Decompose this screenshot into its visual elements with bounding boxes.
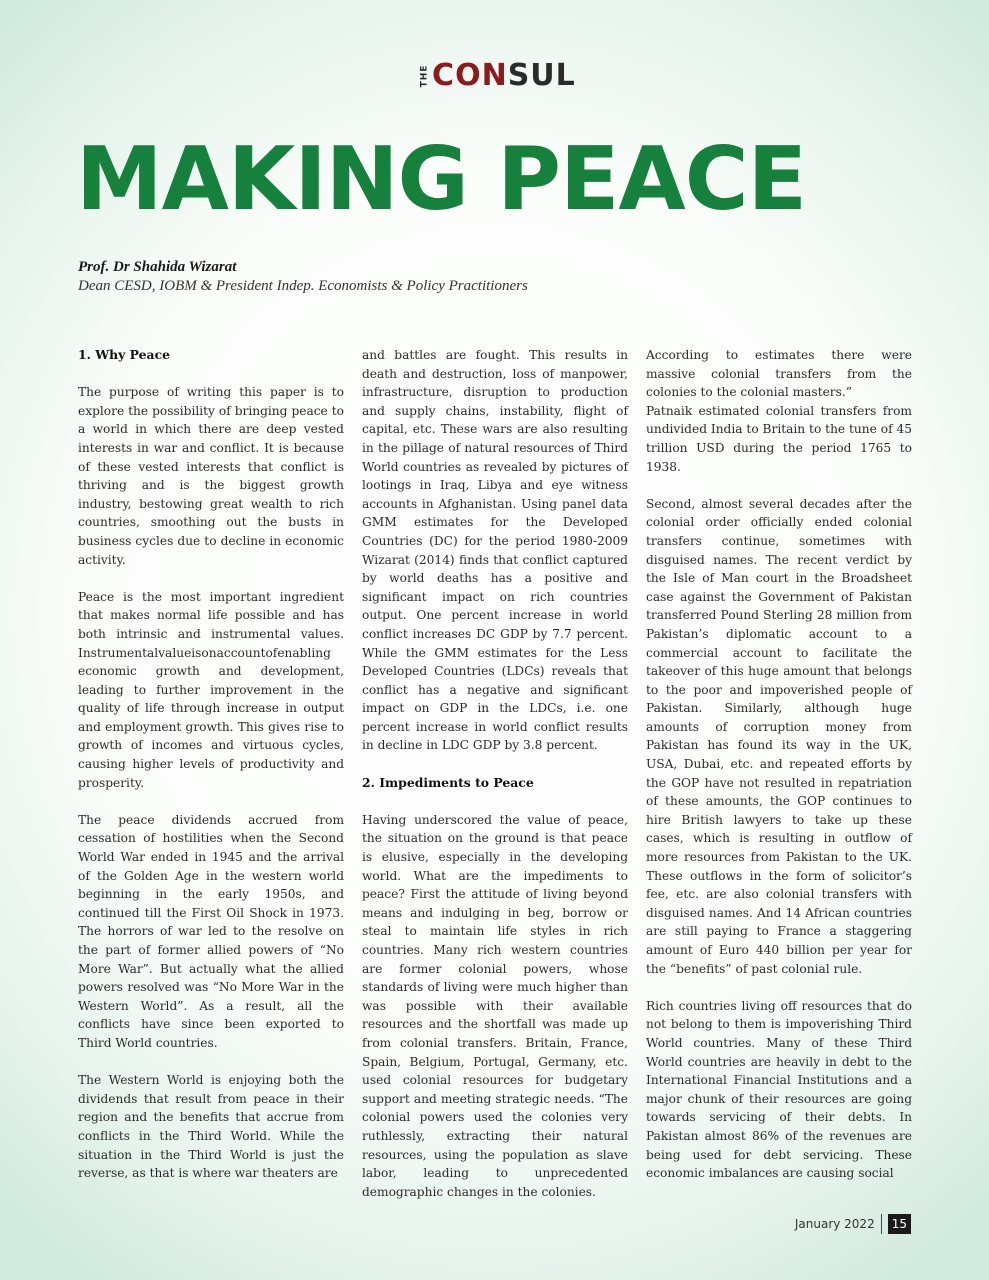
paragraph: According to estimates there were massive colonial transfers from the colonies to the colonial masters.”: [646, 348, 912, 400]
paragraph: The peace dividends accrued from cessation of hostilities when the Second World War ended in 1945 and the arrival of the Golden Age in the western world beginning in the early 1950s, and continued till the First Oil Shock in 1973. The horrors of war led to the resolve on the part of former allied powers of “No More War”. But actually what the allied powers resolved was “No More War in the Western World”. As a result, all the conflicts have since been exported to Third World countries.: [78, 812, 344, 1050]
masthead-prefix: THE: [419, 64, 430, 87]
article-title: MAKING PEACE: [76, 128, 807, 230]
page-number: 15: [888, 1214, 911, 1234]
paragraph: Having underscored the value of peace, the situation on the ground is that peace is elusive, especially in the developing world. What are the impediments to peace? First the attitude of living beyond means and indulging in beg, borrow or steal to maintain life styles in rich countries. Many rich western countries are former colonial powers, whose standards of living were much higher than was possible with their available resources and the shortfall was made up from colonial transfers. Britain, France, Spain, Belgium, Portugal, Germany, etc. used colonial resources for budgetary support and meeting strategic needs. “The colonial powers used the colonies very ruthlessly, extracting their natural resources, using the population as slave labor, leading to unprecedented demographic changes in the colonies.: [362, 812, 628, 1199]
logo-part-1: CON: [432, 58, 508, 93]
logo-part-2: SUL: [507, 58, 576, 93]
masthead: [0, 58, 989, 93]
author-name: Prof. Dr Shahida Wizarat: [78, 259, 237, 275]
section-heading-impediments: 2. Impediments to Peace: [362, 774, 534, 790]
author-role: Dean CESD, IOBM & President Indep. Economists & Policy Practitioners: [78, 278, 528, 294]
section-heading-why-peace: 1. Why Peace: [78, 347, 171, 362]
column-1: [78, 346, 344, 1183]
paragraph: and battles are fought. This results in death and destruction, loss of manpower, infrastructure, disruption to production and supply chains, instability, flight of capital, etc. These wars are also resulting in the pillage of natural resources of Third World countries as revealed by pictures of lootings in Iraq, Libya and eye witness accounts in Afghanistan. Using panel data GMM estimates for the Developed Countries (DC) for the period 1980-2009 Wizarat (2014) finds that conflict captured by world deaths has a positive and significant impact on rich countries output. One percent increase in world conflict increases DC GDP by 7.7 percent. While the GMM estimates for the Less Developed Countries (LDCs) reveals that conflict has a negative and significant impact on GDP in the LDCs, i.e. one percent increase in world conflict results in decline in LDC GDP by 3.8 percent.: [362, 348, 628, 753]
paragraph: The Western World is enjoying both the dividends that result from peace in their region and the benefits that accrue from conflicts in the Third World. While the situation in the Third World is just the reverse, as that is where war theaters are: [78, 1073, 344, 1181]
masthead-logo: [432, 58, 576, 93]
paragraph: Second, almost several decades after the colonial order officially ended colonial transfers continue, sometimes with disguised names. The recent verdict by the Isle of Man court in the Broadsheet case against the Government of Pakistan transferred Pound Sterling 28 million from Pakistan’s diplomatic account to a commercial account to facilitate the takeover of this huge amount that belongs to the poor and impoverished people of Pakistan. Similarly, although huge amounts of corruption money from Pakistan has found its way in the UK, USA, Dubai, etc. and repeated efforts by the GOP have not resulted in repatriation of these amounts, the GOP continues to hire British lawyers to take up these cases, which is resulting in outflow of more resources from Pakistan to the UK. These outflows in the form of solicitor’s fee, etc. are also colonial transfers with disguised names. And 14 African countries are still paying to France a staggering amount of Euro 440 billion per year for the “benefits” of past colonial rule.: [646, 496, 912, 976]
paragraph: Patnaik estimated colonial transfers from undivided India to Britain to the tune of 45 trillion USD during the period 1765 to 1938.: [646, 403, 912, 474]
page-footer: [795, 1214, 911, 1234]
column-2: [362, 346, 628, 1201]
paragraph: The purpose of writing this paper is to explore the possibility of bringing peace to a world in which there are deep vested interests in war and conflict. It is because of these vested interests that conflict is thriving and is the biggest growth industry, bestowing great wealth to rich countries, smoothing out the busts in business cycles due to decline in economic activity.: [78, 385, 344, 567]
paragraph: Peace is the most important ingredient that makes normal life possible and has both intrinsic and instrumental values. Instrumentalvalueisonaccountofenabling economic growth and development, leading to further improvement in the quality of life through increase in output and employment growth. This gives rise to growth of incomes and virtuous cycles, causing higher levels of productivity and prosperity.: [78, 589, 344, 790]
issue-date: January 2022: [794, 1217, 875, 1231]
paragraph: Rich countries living off resources that do not belong to them is impoverishing Third World countries. Many of these Third World countries are heavily in debt to the International Financial Institutions and a major chunk of their resources are going towards servicing of their debts. In Pakistan almost 86% of the revenues are being used for debt servicing. These economic imbalances are causing social: [646, 998, 912, 1181]
author-block: [78, 259, 528, 295]
footer-divider: [881, 1214, 882, 1234]
column-3: [646, 346, 912, 1183]
